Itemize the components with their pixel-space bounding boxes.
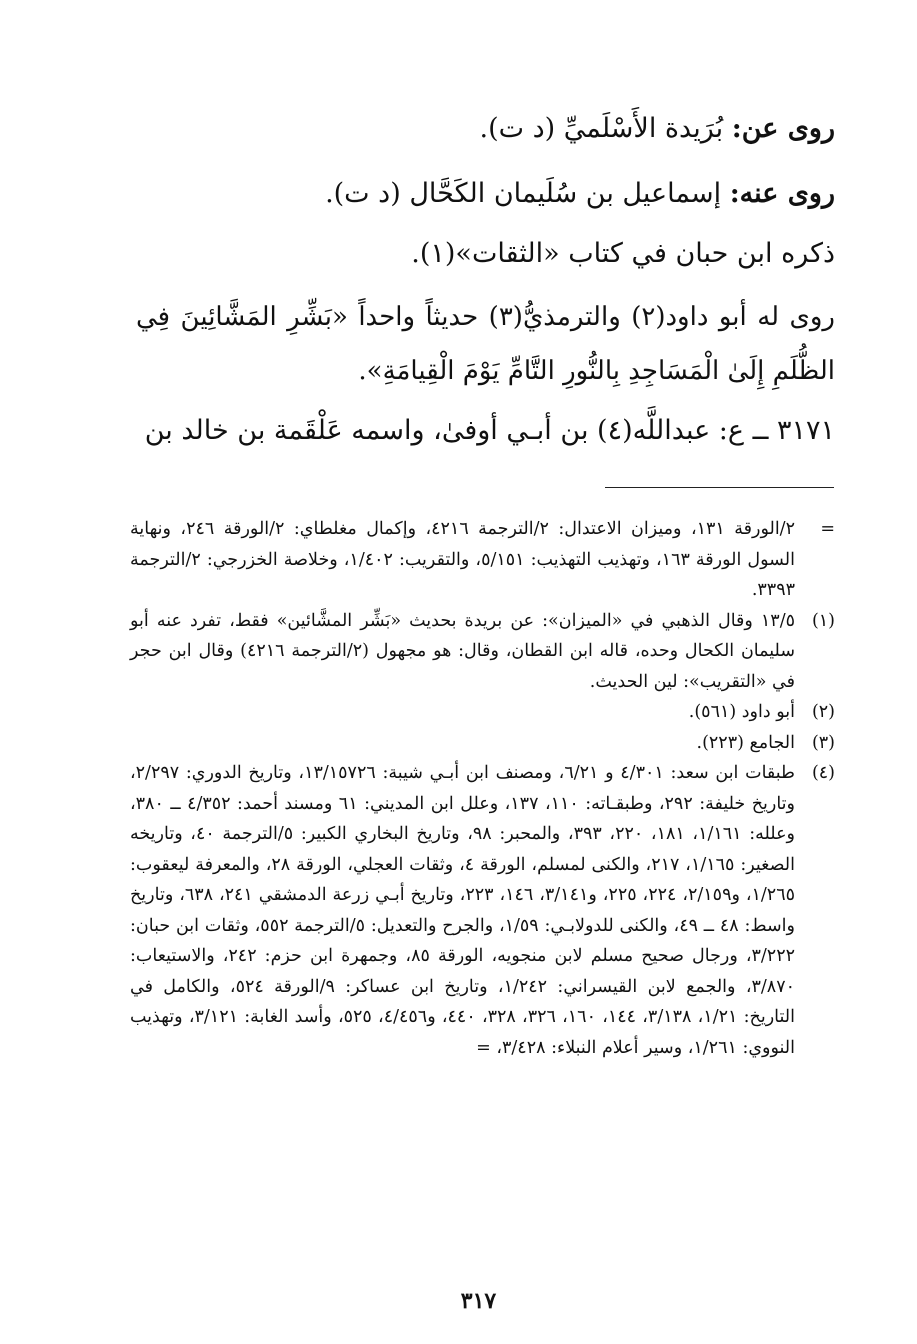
footnote-text: ٢/الورقة ١٣١، وميزان الاعتدال: ٢/الترجمة ٤٢١٦، وإكمال مغلطاي: ٢/الورقة ٢٤٦، ونهاية السول الورقة ١٦٣، وتهذيب التهذيب: ٥/١٥١، والتقريب: ١/٤٠٢، وخلاصة الخزرجي: ٢/الترجمة ٣٣٩٣. [130, 519, 795, 600]
footnote-marker: = [820, 519, 835, 539]
footnote-text: طبقات ابن سعد: ٤/٣٠١ و ٦/٢١، ومصنف ابن أبـي شيبة: ١٣/١٥٧٢٦، وتاريخ الدوري: ٢/٢٩٧، وتاريخ خليفة: ٢٩٢، وطبقـاته: ١١٠، ١٣٧، وعلل ابن المديني: ٦١ ومسند أحمد: ٤/٣٥٢ ــ ٣٨٠، وعلله: ١/١٦١، ١٨١، ٢٢٠، ٣٩٣، والمحبر: ٩٨، وتاريخ البخاري الكبير: ٥/الترجمة ٤٠، وتاريخه الصغير: ١/١٦٥، ٢١٧، والكنى لمسلم، الورقة ٤، وثقات العجلي، الورقة ٢٨، والمعرفة ليعقوب: ١/٢٦٥، و٢/١٥٩، ٢٢٤، ٢٢٥، و٣/١٤١، ١٤٦، ٢٢٣، وتاريخ أبـي زرعة الدمشقي ٢٤١، ٦٣٨، وتاريخ واسط: ٤٨ ــ ٤٩، والكنى للدولابـي: ١/٥٩، والجرح والتعديل: ٥/الترجمة ٥٥٢، وثقات ابن حبان: ٣/٢٢٢، ورجال صحيح مسلم لابن منجويه، الورقة ٨٥، وجمهرة ابن حزم: ٢٤٢، والاستيعاب: ٣/٨٧٠، والجمع لابن القيسراني: ١/٢٤٢، وتاريخ ابن عساكر: ٩/الورقة ٥٢٤، والكامل في التاريخ: ١/٢١، ٣/١٣٨، ١٤٤، ١٦٠، ٣٢٦، ٣٢٨، ٤٤٠، و٤/٤٥٦، ٥٢٥، وأسد الغابة: ٣/١٢١، وتهذيب النووي: ١/٢٦١، وسير أعلام النبلاء: ٣/٤٢٨، = [130, 763, 796, 1058]
footnote-3 [130, 728, 835, 759]
narrated-from-label: روى عن: [731, 113, 835, 144]
narrated-from-text: بُرَيدة الأَسْلَميِّ (د ت). [479, 113, 724, 144]
footnote-text: أبو داود (٥٦١). [688, 702, 795, 722]
entry-3171-line: ٣١٧١ ــ ع: عبداللَّه(٤) بن أبـي أوفىٰ، واسمه عَلْقَمة بن خالد بن [144, 415, 835, 446]
ibn-hibban-mention: ذكره ابن حبان في كتاب «الثقات»(١). [411, 238, 835, 269]
footnote-continuation [130, 514, 835, 606]
footnote-1 [130, 606, 835, 698]
footnote-text: ١٣/٥ وقال الذهبي في «الميزان»: عن بريدة بحديث «بَشِّر المشَّائين» فقط، تفرد عنه أبو سليمان الكحال وحده، قاله ابن القطان، وقال: هو مجهول (٢/الترجمة ٤٢١٦) وقال ابن حجر في «التقريب»: لين الحديث. [130, 610, 795, 692]
footnote-marker: (٢) [811, 702, 835, 722]
footnote-marker: (١) [811, 610, 835, 631]
footnote-marker: (٤) [811, 763, 835, 783]
hadith-paragraph: روى له أبو داود(٢) والترمذيُّ(٣) حديثاً واحداً «بَشِّرِ المَشَّائِينَ فِي الظُّلَمِ إِلَىٰ الْمَسَاجِدِ بِالنُّورِ التَّامِّ يَوْمَ الْقِيامَةِ». [136, 302, 835, 386]
footnote-4 [130, 758, 835, 1063]
page-number: ٣١٧ [460, 1288, 497, 1314]
narrated-by-text: إسماعيل بن سُلَيمان الكَحَّال (د ت). [325, 178, 722, 209]
narrated-from-line [140, 112, 835, 146]
footnote-marker: (٣) [811, 732, 835, 753]
footnote-2 [130, 697, 835, 728]
footnotes [130, 514, 835, 1063]
narrated-by-label: روى عنه: [729, 178, 835, 209]
narrated-by-line [140, 177, 835, 211]
footnote-text: الجامع (٢٢٣). [696, 732, 795, 753]
footnote-divider [605, 487, 834, 488]
